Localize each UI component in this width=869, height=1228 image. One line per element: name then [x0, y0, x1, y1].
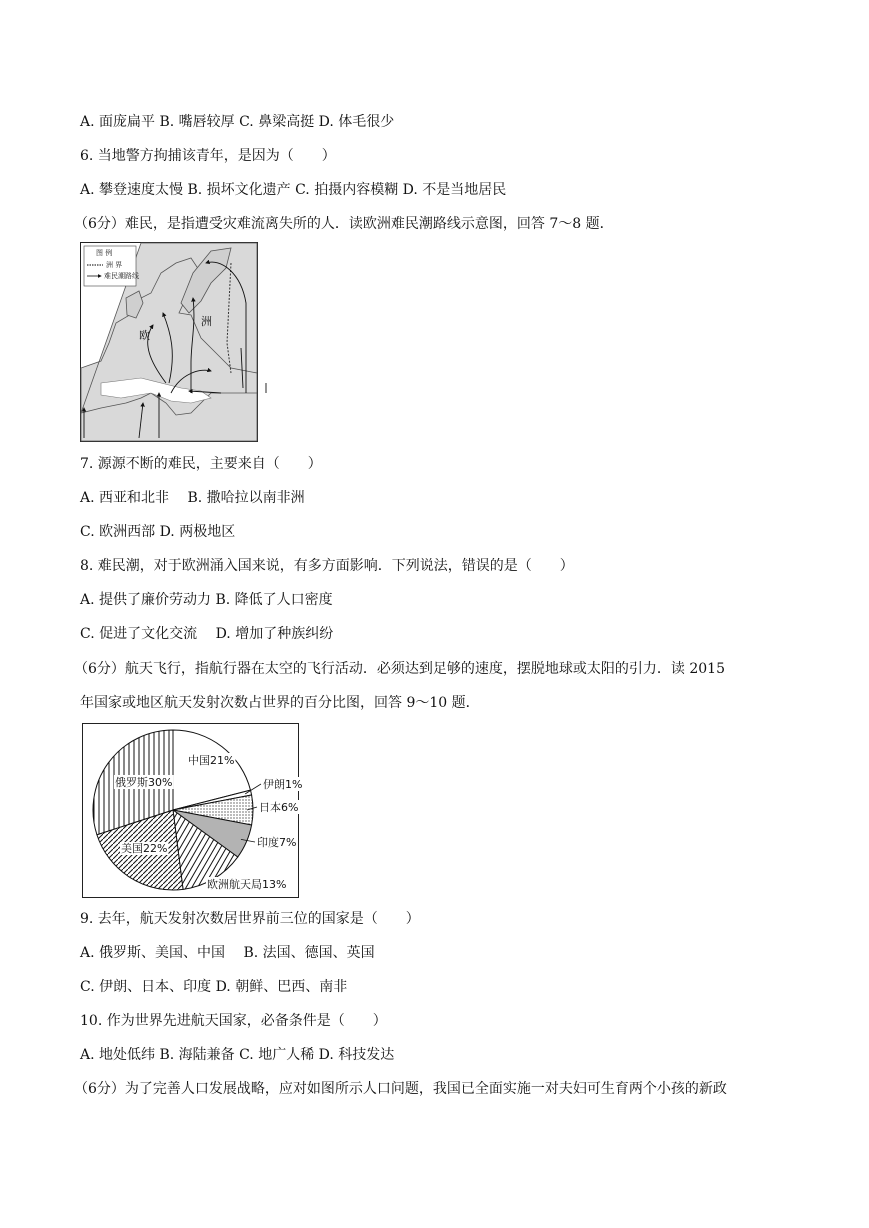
option-line-q7-ab: A. 西亚和北非 B. 撒哈拉以南非洲 — [80, 490, 305, 506]
question-10: 10. 作为世界先进航天国家，必备条件是（ ） — [80, 1013, 387, 1029]
option-line-q9-ab: A. 俄罗斯、美国、中国 B. 法国、德国、英国 — [80, 945, 375, 961]
refugee-route-map — [80, 242, 258, 442]
option-line-q10: A. 地处低纬 B. 海陆兼备 C. 地广人稀 D. 科技发达 — [80, 1047, 395, 1063]
pie-label-俄罗斯: 俄罗斯30% — [115, 776, 173, 789]
intro-7-8: （6分）难民，是指遭受灾难流离失所的人．读欧洲难民潮路线示意图，回答 7～8 题． — [74, 216, 614, 232]
question-8: 8. 难民潮，对于欧洲涌入国来说，有多方面影响．下列说法，错误的是（ ） — [80, 558, 574, 574]
question-7: 7. 源源不断的难民，主要来自（ ） — [80, 456, 322, 472]
option-line-q6: A. 攀登速度太慢 B. 损坏文化遗产 C. 拍摄内容模糊 D. 不是当地居民 — [80, 182, 507, 198]
option-line-q5: A. 面庞扁平 B. 嘴唇较厚 C. 鼻梁高挺 D. 体毛很少 — [80, 114, 395, 130]
pie-label-日本: 日本6% — [259, 801, 299, 814]
option-line-q8-cd: C. 促进了文化交流 D. 增加了种族纠纷 — [80, 626, 334, 642]
legend-title: 图 例 — [96, 249, 113, 257]
legend-boundary-label: 洲 界 — [106, 261, 123, 269]
map-svg — [81, 243, 257, 441]
launch-share-pie-chart — [82, 723, 303, 898]
option-line-q7-cd: C. 欧洲西部 D. 两极地区 — [80, 524, 236, 540]
pie-svg — [83, 724, 303, 897]
pie-label-中国: 中国21% — [188, 754, 235, 767]
legend-route-label: 难民潮路线 — [104, 272, 139, 280]
question-9: 9. 去年，航天发射次数居世界前三位的国家是（ ） — [80, 911, 420, 927]
pie-label-欧洲航天局: 欧洲航天局13% — [207, 878, 287, 891]
pie-label-伊朗: 伊朗1% — [263, 778, 303, 791]
option-line-q8-ab: A. 提供了廉价劳动力 B. 降低了人口密度 — [80, 592, 333, 608]
pie-label-印度: 印度7% — [257, 836, 297, 849]
question-6: 6. 当地警方拘捕该青年，是因为（ ） — [80, 148, 336, 164]
intro-9-10-line2: 年国家或地区航天发射次数占世界的百分比图，回答 9～10 题． — [80, 695, 480, 711]
map-label-zhou: 洲 — [201, 315, 212, 328]
map-label-ou: 欧 — [139, 329, 150, 342]
option-line-q9-cd: C. 伊朗、日本、印度 D. 朝鲜、巴西、南非 — [80, 979, 348, 995]
intro-9-10-line1: （6分）航天飞行，指航行器在太空的飞行活动．必须达到足够的速度，摆脱地球或太阳的引力．读 2015 — [74, 661, 725, 677]
intro-next-question: （6分）为了完善人口发展战略，应对如图所示人口问题，我国已全面实施一对夫妇可生育两个小孩的新政 — [74, 1081, 727, 1097]
pie-label-美国: 美国22% — [121, 842, 168, 855]
